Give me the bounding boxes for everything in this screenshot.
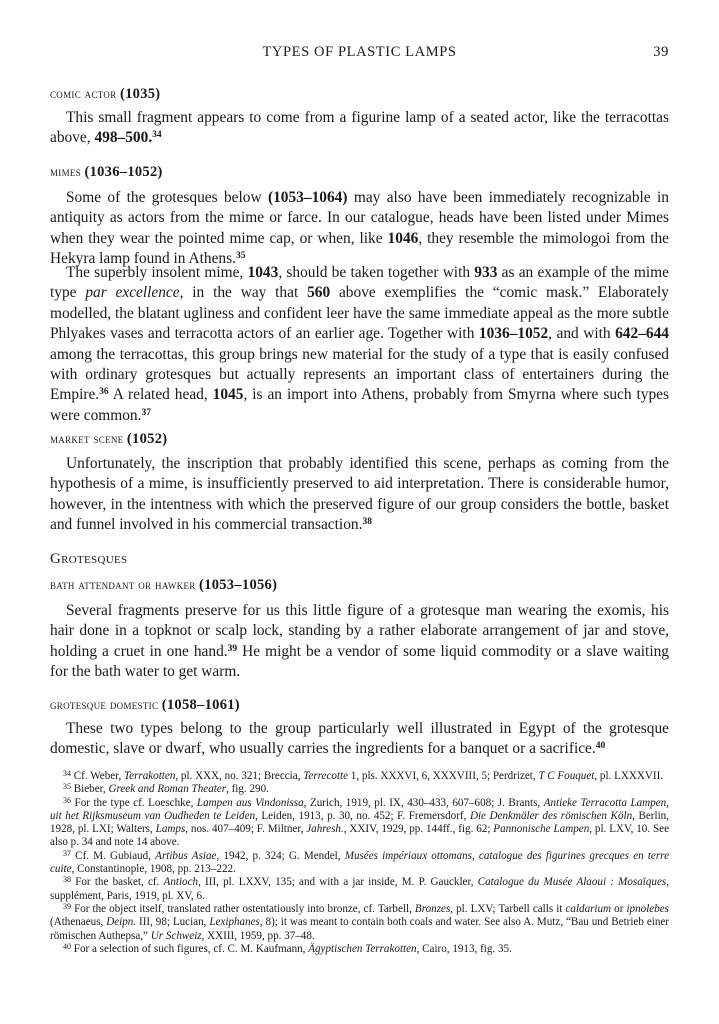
italic-text: Ur Schweiz [150, 929, 202, 942]
page [50, 0, 669, 1024]
italic-text: ipnolebes [626, 902, 669, 915]
footnotes [50, 770, 669, 956]
italic-text: Lamps [155, 823, 186, 836]
paragraph-comic-actor: This small fragment appears to come from a figurine lamp of a seated actor, like the terracottas above, 498–500.34 [50, 109, 669, 147]
footnote-34: $^{34}$ Cf. Weber, Terrakotten, pl. XXX, no. 321; Breccia, Terrecotte 1, pls. XXXVI, 6, XXXVIII, 5; Perdrizet, T C Fouquet, pl. LXXXVII. [63, 769, 664, 782]
footnote-36: $^{36}$ For the type cf. Loeschke, Lampen aus Vindonissa, Zurich, 1919, pl. IX, 430–433, 607–608; J. Brants, Antieke Terracotta Lampen, uit het Rijksmuseum van Oudheden te Leiden, Leiden, 1913, p. 30, no. 452; F. Fremersdorf, Die Denkmäler des römischen Köln, Berlin, 1928, pl. LXI; Walters, Lamps, nos. 407–409; F. Miltner, Jahresh., XXIV, 1929, pp. 144ff., fig. 62; Pannonische Lampen, pl. LXV, 10. See also p. 34 and note 14 above. [50, 795, 670, 849]
italic-text: Terrecotte [303, 770, 349, 782]
footnote-number: 40 [63, 941, 71, 951]
catalogue-number: 933 [474, 264, 498, 281]
italic-text: Jahresh. [306, 823, 344, 836]
italic-text: Lampen aus Vindonissa [196, 796, 304, 809]
italic-text: Catalogue du Musée Alaoui : Mosaïques [477, 876, 667, 889]
paragraph-grotesque-domestic: These two types belong to the group particularly well illustrated in Egypt of the grotesque domestic, slave or dwarf, who usually carries the ingredients for a banquet or a sacrifice.$^{40}$ [50, 720, 669, 758]
italic-text: Pannonische Lampen [493, 823, 590, 836]
footnote-number: 34 [63, 769, 71, 778]
heading-label: mimes [50, 164, 82, 179]
italic-text: Ägyptischen Terrakotten [308, 942, 417, 955]
italic-text: Lexiphanes [209, 916, 260, 929]
running-title: TYPES OF PLASTIC LAMPS [262, 44, 457, 60]
italic-text: T C Fouquet [538, 770, 595, 782]
italic-text: Artibus Asiae [155, 849, 217, 862]
footnote-ref: 37 [141, 407, 151, 418]
footnote-number: 37 [63, 848, 71, 858]
heading-ref: (1053–1056) [199, 577, 278, 593]
running-head [50, 44, 669, 64]
heading-ref: (1052) [126, 431, 168, 447]
italic-text: Antioch [163, 876, 199, 889]
italic-text: Antieke Terracotta Lampen, uit het Rijksmuseum van Oudheden te Leiden [50, 796, 669, 822]
italic-text: par excellence [85, 284, 180, 302]
heading-ref: (1058–1061) [161, 697, 240, 713]
footnote-number: 35 [63, 782, 71, 792]
heading-label: market scene [50, 431, 124, 446]
heading-ref: (1035) [119, 86, 161, 102]
catalogue-number: 498–500. [94, 129, 153, 147]
italic-text: Greek and Roman Theater [108, 783, 227, 796]
section-heading-mimes [50, 164, 669, 181]
heading-label: bath attendant or hawker [50, 577, 196, 592]
paragraph-mimes-1: Some of the grotesques below (1053–1064) may also have been immediately recognizable in antiquity as actors from the mime or farce. In our catalogue, heads have been listed under Mimes when they wear the pointed mime cap, or when, like 1046, they resemble the mimologoi from the Hekyra lamp found in Athens.$^{35}$ [50, 189, 669, 268]
section-heading-grotesques [50, 551, 669, 568]
footnote-40: $^{40}$ For a selection of such figures, cf. C. M. Kaufmann, Ägyptischen Terrakotten, Cairo, 1913, fig. 35. [63, 941, 512, 955]
footnote-number: 38 [63, 875, 71, 885]
italic-text: caldarium [565, 902, 612, 915]
footnote-39: $^{39}$ For the object itself, translated rather ostentatiously into bronze, cf. Tarbell, Bronzes, pl. LXV; Tarbell calls it caldarium or ipnolebes (Athenaeus, Deipn. III, 98; Lucian, Lexiphanes, 8); it was meant to contain both coals and water. See also A. Mutz, “Bau und Betrieb einer römischen Authepsa,” Ur Schweiz, XXIII, 1959, pp. 37–48. [50, 901, 669, 942]
italic-text: Musées impériaux ottomans, catalogue des figurines grecques en terre cuite [50, 849, 669, 876]
paragraph-mimes-2: The superbly insolent mime, 1043, should be taken together with 933 as an example of the mime type par excellence, in the way that 560 above exemplifies the “comic mask.” Elaborately modelled, the blatant ugliness and confident leer have the same immediate appeal as the more subtle Phlyakes vases and terracotta actors of an earlier age. Together with 1036–1052, and with 642–644 among the terracottas, this group brings new material for the study of a type that is easily confused with ordinary grotesques but actually represents an important class of entertainers during the Empire.$^{36}$ A related head, 1045, is an import into Athens, probably from Smyrna where such types were common.$^{37}$ [50, 264, 669, 424]
catalogue-number: 1046 [387, 229, 419, 247]
italic-text: Deipn. [106, 916, 137, 929]
footnote-ref: 39 [227, 643, 238, 654]
footnote-ref: 40 [595, 741, 606, 752]
heading-label: grotesque domestic [50, 697, 159, 712]
paragraph-bath-attendant: Several fragments preserve for us this little figure of a grotesque man wearing the exomis, his hair done in a topknot or scalp lock, standing by a rather elaborate arrangement of jar and stove, holding a cruet in one hand.$^{39}$ He might be a vendor of some liquid commodity or a slave waiting for the bath water to get warm. [50, 602, 669, 681]
catalogue-number: 1036–1052 [478, 325, 549, 343]
section-heading-market-scene [50, 431, 669, 448]
section-heading-comic-actor [50, 86, 669, 103]
heading-label: Grotesques [50, 551, 128, 567]
footnote-number: 36 [63, 795, 71, 805]
footnote-ref: 34 [152, 130, 162, 141]
paragraph-market-scene: Unfortunately, the inscription that probably identified this scene, perhaps as coming from the hypothesis of a mime, is insufficiently preserved to aid interpretation. There is considerable humor, however, in the intentness with which the preserved figure of our group considers the bottle, basket and funnel involved in his commercial transaction.$^{38}$ [50, 455, 669, 534]
catalogue-number: 1043 [247, 264, 279, 281]
page-number: 39 [653, 44, 669, 60]
section-heading-grotesque-domestic [50, 697, 669, 714]
footnote-number: 39 [63, 901, 71, 911]
footnote-ref: 36 [99, 387, 109, 398]
italic-text: Bronzes [414, 902, 451, 915]
catalogue-number: (1053–1064) [267, 189, 348, 206]
footnote-38: $^{38}$ For the basket, cf. Antioch, III, pl. LXXV, 135; and with a jar inside, M. P. Gauckler, Catalogue du Musée Alaoui : Mosaïques, supplément, Paris, 1919, pl. XV, 6. [50, 875, 669, 902]
footnote-ref: 38 [362, 517, 372, 528]
section-heading-bath-attendant [50, 577, 669, 594]
heading-label: comic actor [50, 86, 117, 101]
catalogue-number: 560 [307, 284, 331, 302]
catalogue-number: 1045 [212, 386, 244, 404]
footnote-35: $^{35}$ Bieber, Greek and Roman Theater, fig. 290. [63, 782, 269, 796]
italic-text: Die Denkmäler des römischen Köln [469, 809, 633, 822]
catalogue-number: 642–644 [615, 325, 669, 343]
footnote-37: $^{37}$ Cf. M. Gubiaud, Artibus Asiae, 1942, p. 324; G. Mendel, Musées impériaux ottomans, catalogue des figurines grecques en terre cuite, Constantinople, 1908, pp. 213–222. [50, 848, 669, 876]
italic-text: Terrakotten [124, 770, 176, 782]
footnote-ref: 35 [235, 251, 246, 262]
heading-ref: (1036–1052) [84, 164, 163, 180]
